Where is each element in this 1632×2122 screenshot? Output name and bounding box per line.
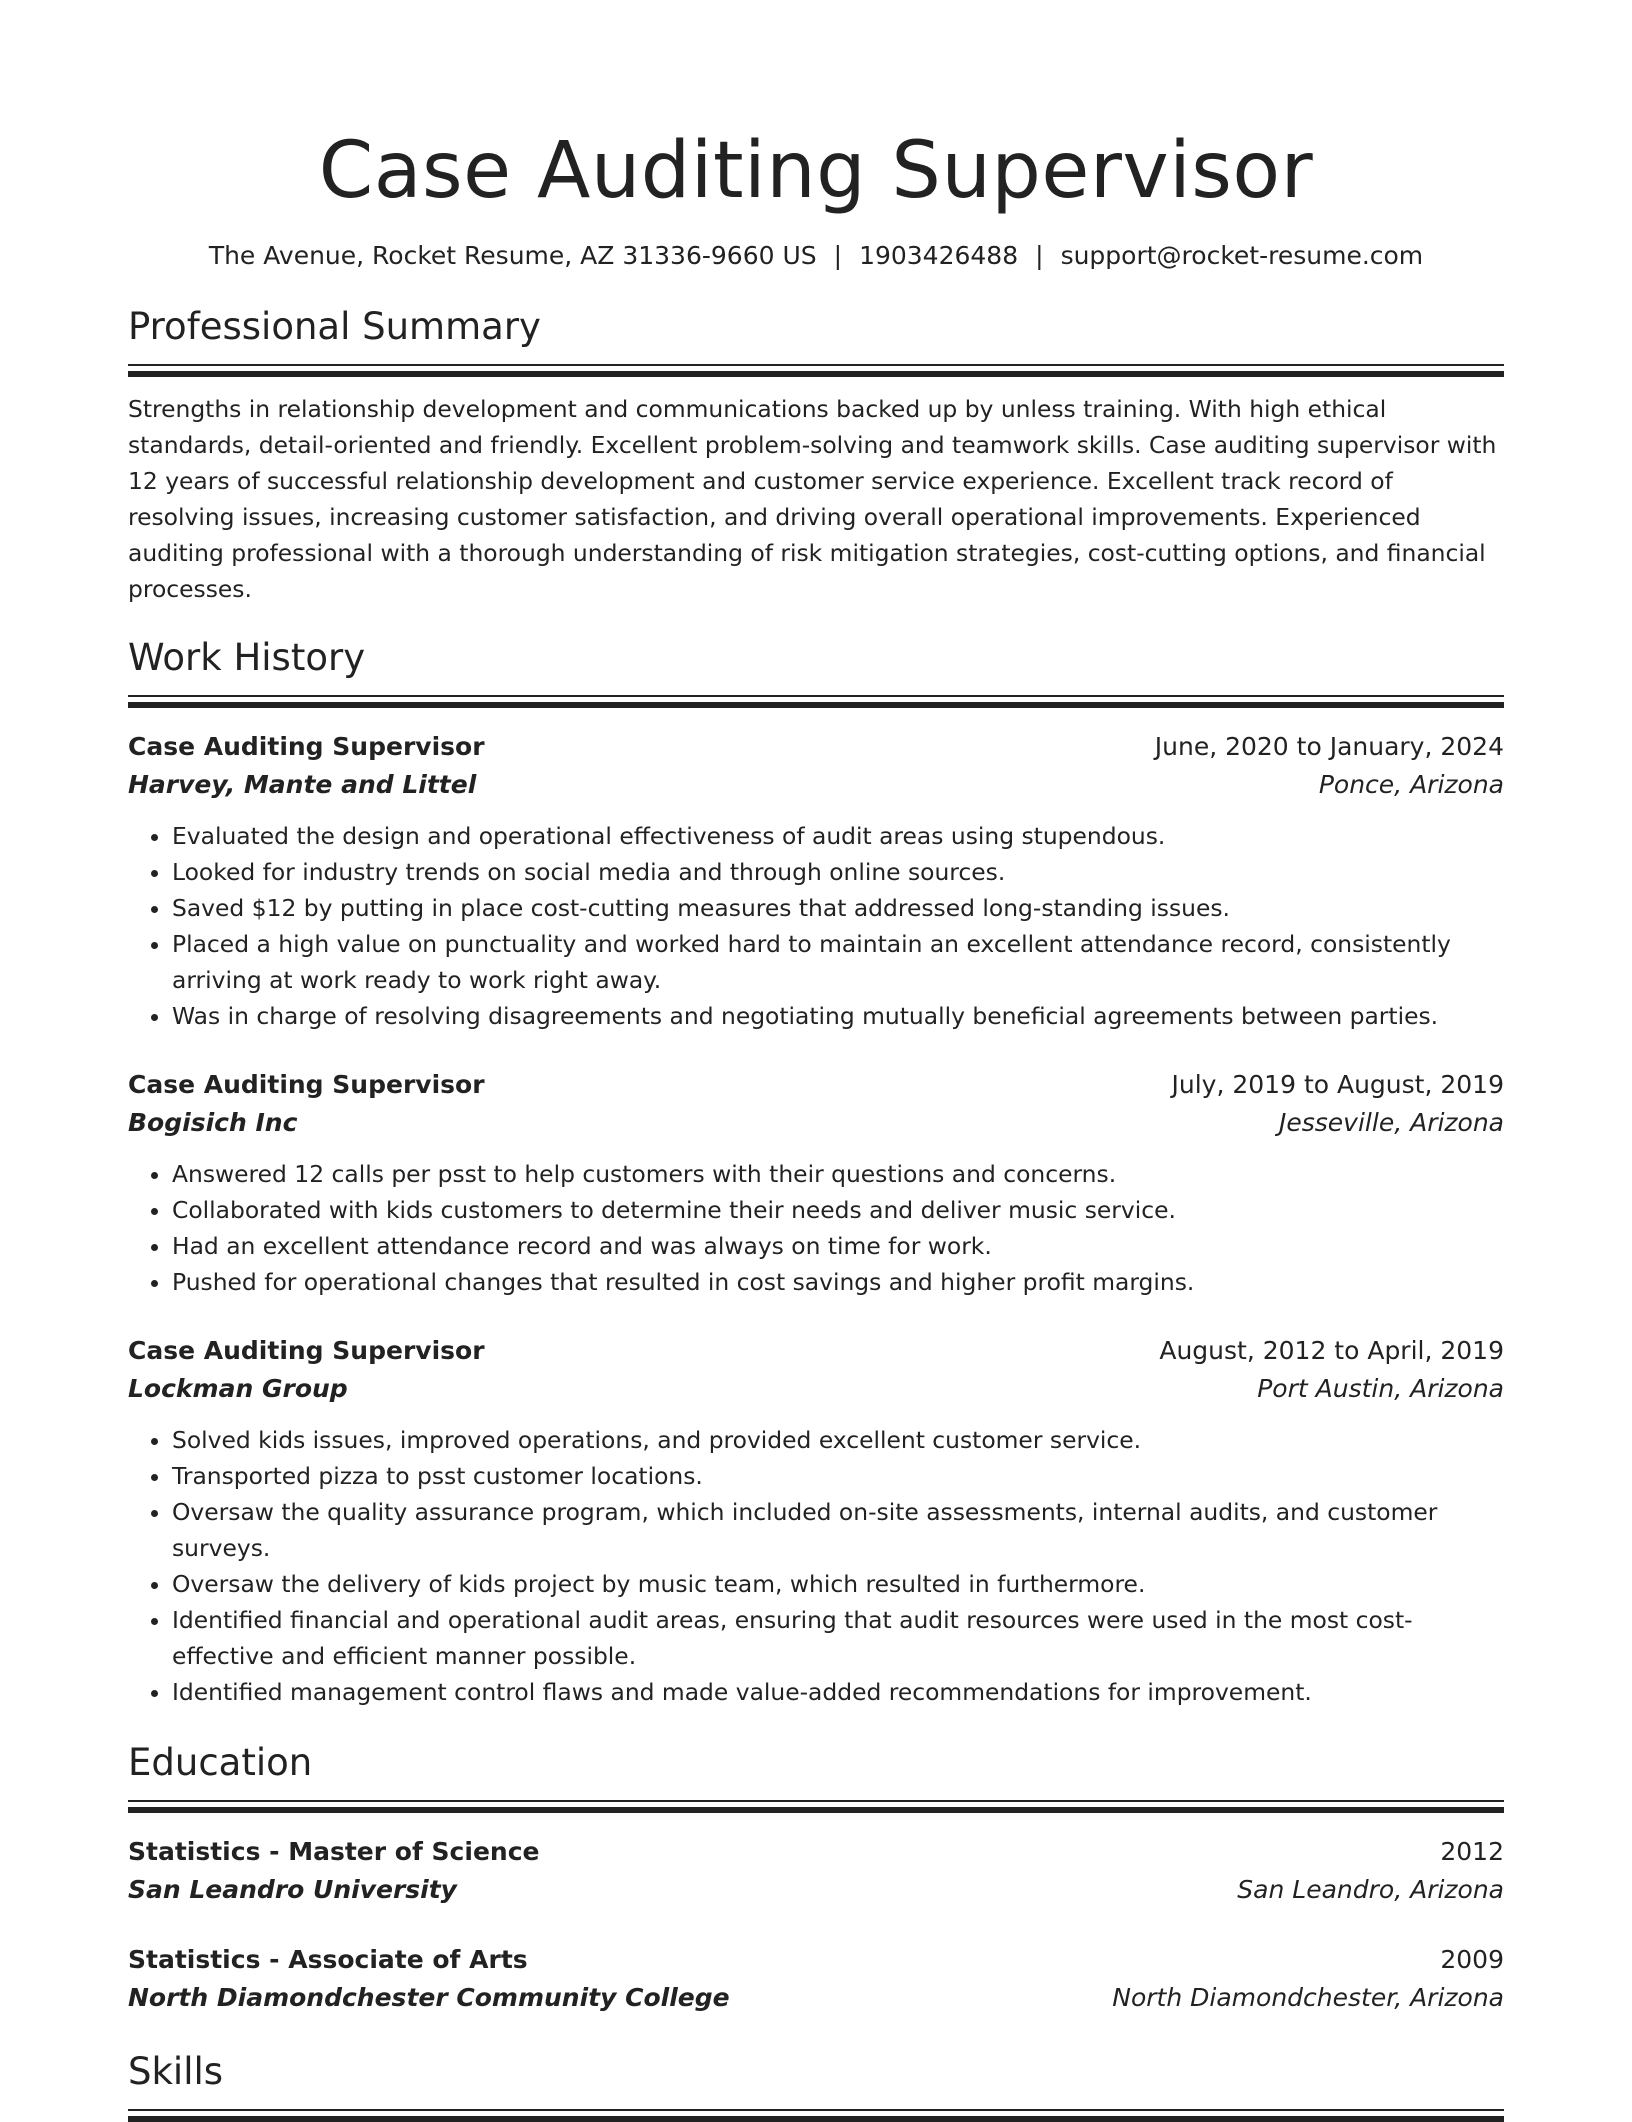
section-title-skills: Skills: [128, 2050, 224, 2093]
education-degree-row: [128, 1833, 1504, 1871]
job-company: Bogisich Inc: [128, 1108, 298, 1137]
section-divider: [128, 364, 1504, 377]
education-location: San Leandro, Arizona: [1237, 1875, 1504, 1904]
job-bullet: • Identified management control flaws and made value-added recommendations for improvement.: [172, 1674, 1504, 1710]
education-school-row: [128, 1979, 1504, 2017]
job-bullet: • Had an excellent attendance record and was always on time for work.: [172, 1228, 1504, 1264]
education-entry: [128, 1941, 1504, 2017]
job-bullets: [128, 818, 1504, 1034]
job-bullet: • Oversaw the quality assurance program, which included on-site assessments, internal audits, and customer surveys.: [172, 1494, 1504, 1566]
job-bullet: • Identified financial and operational audit areas, ensuring that audit resources were used in the most cost-effective and efficient manner possible.: [172, 1602, 1504, 1674]
job-bullet: • Looked for industry trends on social media and through online sources.: [172, 854, 1504, 890]
job-entry: [128, 1332, 1504, 1710]
job-title: Case Auditing Supervisor: [128, 732, 485, 761]
education-entry: [128, 1833, 1504, 1909]
section-title-education: Education: [128, 1741, 313, 1784]
job-company: Harvey, Mante and Littel: [128, 770, 477, 799]
job-entry: [128, 1066, 1504, 1300]
job-bullet: • Transported pizza to psst customer locations.: [172, 1458, 1504, 1494]
education-school: North Diamondchester Community College: [128, 1983, 730, 2012]
job-bullet: • Answered 12 calls per psst to help customers with their questions and concerns.: [172, 1156, 1504, 1192]
job-dates: August, 2012 to April, 2019: [1159, 1336, 1504, 1365]
contact-address: The Avenue, Rocket Resume, AZ 31336-9660 US: [208, 241, 817, 270]
education-school: San Leandro University: [128, 1875, 457, 1904]
job-company-row: [128, 1104, 1504, 1142]
job-title: Case Auditing Supervisor: [128, 1070, 485, 1099]
job-bullet: • Oversaw the delivery of kids project by music team, which resulted in furthermore.: [172, 1566, 1504, 1602]
section-title-work-history: Work History: [128, 636, 366, 679]
contact-line: [128, 238, 1504, 274]
job-title-row: [128, 1332, 1504, 1370]
job-location: Ponce, Arizona: [1318, 770, 1504, 799]
job-bullet: • Evaluated the design and operational effectiveness of audit areas using stupendous.: [172, 818, 1504, 854]
job-company-row: [128, 766, 1504, 804]
section-divider: [128, 1800, 1504, 1813]
job-bullets: [128, 1422, 1504, 1710]
job-title-row: [128, 1066, 1504, 1104]
contact-separator: |: [1035, 241, 1044, 270]
job-title: Case Auditing Supervisor: [128, 1336, 485, 1365]
education-degree: Statistics - Associate of Arts: [128, 1945, 528, 1974]
job-entry: [128, 728, 1504, 1034]
education-location: North Diamondchester, Arizona: [1112, 1983, 1504, 2012]
education-school-row: [128, 1871, 1504, 1909]
education-degree-row: [128, 1941, 1504, 1979]
job-location: Jesseville, Arizona: [1279, 1108, 1504, 1137]
job-company-row: [128, 1370, 1504, 1408]
job-title-row: [128, 728, 1504, 766]
education-year: 2009: [1440, 1945, 1504, 1974]
job-bullets: [128, 1156, 1504, 1300]
summary-text: Strengths in relationship development and communications backed up by unless training. With high ethical standards, detail-oriented and friendly. Excellent problem-solving and teamwork skills. Case auditing supervisor with 12 years of successful relationship development and customer service experience. Excellent track record of resolving issues, increasing customer satisfaction, and driving overall operational improvements. Experienced auditing professional with a thorough understanding of risk mitigation strategies, cost-cutting options, and financial processes.: [128, 395, 1497, 603]
education-degree: Statistics - Master of Science: [128, 1837, 540, 1866]
job-bullet: • Was in charge of resolving disagreements and negotiating mutually beneficial agreements between parties.: [172, 998, 1504, 1034]
candidate-name: Case Auditing Supervisor: [318, 126, 1314, 216]
job-bullet: • Saved $12 by putting in place cost-cutting measures that addressed long-standing issues.: [172, 890, 1504, 926]
job-bullet: • Solved kids issues, improved operations, and provided excellent customer service.: [172, 1422, 1504, 1458]
resume-page: [128, 0, 1504, 2122]
job-bullet: • Pushed for operational changes that resulted in cost savings and higher profit margins.: [172, 1264, 1504, 1300]
job-location: Port Austin, Arizona: [1257, 1374, 1504, 1403]
contact-separator: |: [833, 241, 843, 270]
section-divider: [128, 2109, 1504, 2122]
job-company: Lockman Group: [128, 1374, 348, 1403]
job-dates: June, 2020 to January, 2024: [1154, 732, 1504, 761]
job-dates: July, 2019 to August, 2019: [1171, 1070, 1504, 1099]
job-bullet: • Collaborated with kids customers to determine their needs and deliver music service.: [172, 1192, 1504, 1228]
section-title-summary: Professional Summary: [128, 305, 541, 348]
education-year: 2012: [1440, 1837, 1504, 1866]
contact-phone: 1903426488: [859, 241, 1019, 270]
section-divider: [128, 695, 1504, 708]
job-bullet: • Placed a high value on punctuality and worked hard to maintain an excellent attendance record, consistently arriving at work ready to work right away.: [172, 926, 1504, 998]
contact-email: support@rocket-resume.com: [1060, 241, 1424, 270]
